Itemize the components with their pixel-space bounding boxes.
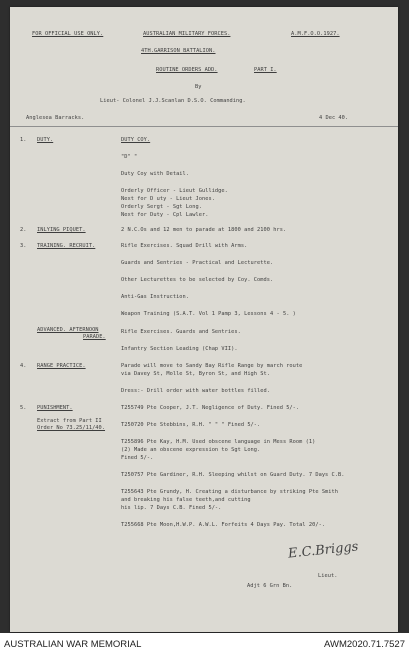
force-title: AUSTRALIAN MILITARY FORCES. bbox=[143, 31, 231, 37]
duty-coy-detail: Duty Coy with Detail. bbox=[121, 171, 190, 177]
footer-institution: AUSTRALIAN WAR MEMORIAL bbox=[4, 639, 142, 650]
punishment-entry: Fined 5/-. bbox=[121, 455, 154, 461]
range-line: via Davey St, Molle St, Byron St, and High St. bbox=[121, 371, 270, 377]
signature-rank: Lieut. bbox=[318, 573, 338, 579]
reference-number: A.M.F.O.O.1927. bbox=[291, 31, 340, 37]
punishment-entry: (2) Made an obscene expression to Sgt Long. bbox=[121, 447, 261, 453]
section-title-duty: DUTY. bbox=[37, 137, 54, 143]
section-title-piquet: INLYING PIQUET. bbox=[37, 227, 86, 233]
range-line: Parade will move to Sandy Bay Rifle Range by march route bbox=[121, 363, 303, 369]
battalion-title: 4TH.GARRISON BATTALION. bbox=[141, 48, 216, 54]
official-use-label: FOR OFFICIAL USE ONLY. bbox=[32, 31, 104, 37]
section-number: 1. bbox=[20, 137, 27, 143]
duty-coy-letter: "D" " bbox=[121, 154, 138, 160]
training-line: Rifle Exercises. Squad Drill with Arms. bbox=[121, 243, 248, 249]
advanced-title: ADVANCED. AFTERNOON bbox=[37, 327, 99, 333]
punishment-entry: T255749 Pte Cooper, J.T. Negligence of Duty. Fined 5/-. bbox=[121, 405, 300, 411]
section-title-range: RANGE PRACTICE. bbox=[37, 363, 86, 369]
punishment-entry: T255896 Pte Kay, H.M. Used obscene language in Mess Room (1) bbox=[121, 439, 316, 445]
duty-coy-heading: DUTY COY. bbox=[121, 137, 151, 143]
extract-order-number: Order No 73.25/11/40. bbox=[37, 425, 106, 431]
section-number: 3. bbox=[20, 243, 27, 249]
duty-line: Next for D uty - Lieut Jones. bbox=[121, 196, 215, 202]
footer-accession-number: AWM2020.71.7527 bbox=[324, 639, 405, 650]
duty-line: Next for Duty - Cpl Lawler. bbox=[121, 212, 209, 218]
section-number: 5. bbox=[20, 405, 27, 411]
section-number: 2. bbox=[20, 227, 27, 233]
section-title-punishment: PUNISHMENT. bbox=[37, 405, 73, 411]
header-divider bbox=[10, 126, 398, 127]
punishment-entry: T255668 Pte Moon,H.W.P. A.W.L. Forfeits 4 Days Pay. Total 20/-. bbox=[121, 522, 326, 528]
advanced-title-parade: PARADE. bbox=[83, 334, 106, 340]
training-line: Anti-Gas Instruction. bbox=[121, 294, 190, 300]
training-line: Guards and Sentries - Practical and Lecturette. bbox=[121, 260, 274, 266]
duty-line: Orderly Officer - Lieut Gullidge. bbox=[121, 188, 228, 194]
punishment-entry: T255643 Pte Grundy, H. Creating a disturbance by striking Pte Smith bbox=[121, 489, 339, 495]
advanced-line: Infantry Section Leading (Chap VII). bbox=[121, 346, 238, 352]
by-label: By bbox=[195, 84, 202, 90]
punishment-entry: T250720 Pte Stebbins, R.H. " " " Fined 5/-. bbox=[121, 422, 261, 428]
date-label: 4 Dec 40. bbox=[319, 115, 349, 121]
section-number: 4. bbox=[20, 363, 27, 369]
punishment-entry: his lip. 7 Days C.B. Fined 5/-. bbox=[121, 505, 222, 511]
extract-reference: Extract from Part II bbox=[37, 418, 102, 424]
punishment-entry: and breaking his false teeth,and cutting bbox=[121, 497, 251, 503]
duty-line: Orderly Sergt - Sgt Long. bbox=[121, 204, 202, 210]
orders-title: ROUTINE ORDERS ADD. bbox=[156, 67, 218, 73]
document-page bbox=[10, 7, 398, 632]
location-label: Anglesea Barracks. bbox=[26, 115, 85, 121]
training-line: Other Lecturettes to be selected by Coy. Comds. bbox=[121, 277, 274, 283]
handwritten-signature: E.C.Briggs bbox=[287, 539, 360, 562]
advanced-line: Rifle Exercises. Guards and Sentries. bbox=[121, 329, 241, 335]
part-label: PART I. bbox=[254, 67, 277, 73]
archive-footer bbox=[0, 633, 409, 653]
commander-line: Lieut- Colonel J.J.Scanlan D.S.O. Commanding. bbox=[100, 98, 246, 104]
piquet-text: 2 N.C.Os and 12 men to parade at 1800 and 2100 hrs. bbox=[121, 227, 287, 233]
punishment-entry: T250757 Pte Gardiner, R.H. Sleeping whilst on Guard Duty. 7 Days C.B. bbox=[121, 472, 345, 478]
signature-appointment: Adjt 6 Grn Bn. bbox=[247, 583, 293, 589]
range-line: Dress:- Drill order with water bottles filled. bbox=[121, 388, 270, 394]
section-title-training: TRAINING. RECRUIT. bbox=[37, 243, 96, 249]
training-line: Weapon Training (S.A.T. Vol 1 Pamp 3, Lessons 4 - 5. ) bbox=[121, 311, 296, 317]
